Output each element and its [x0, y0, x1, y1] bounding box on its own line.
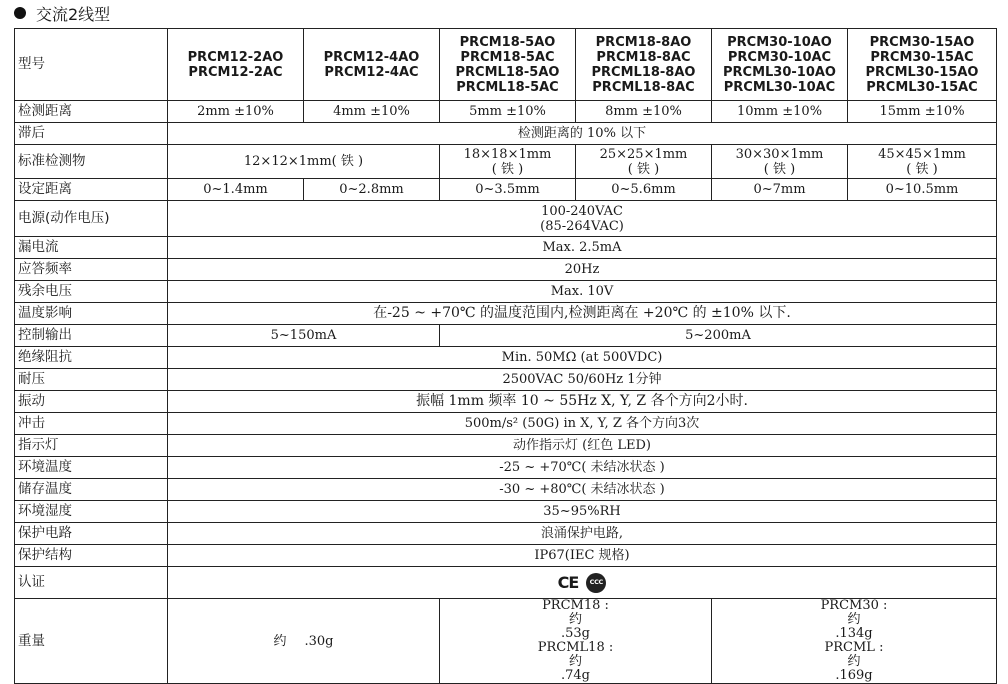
label-temp-effect: 温度影响 [15, 303, 168, 325]
model-cell-5: PRCM30-10AO PRCM30-10AC PRCML30-10AO PRCML30-10AC [712, 29, 848, 101]
ce-mark-icon: CE [557, 573, 579, 592]
label-ambient-temp: 环境温度 [15, 457, 168, 479]
detect-distance-4: 8mm ±10% [576, 101, 712, 123]
label-leakage: 漏电流 [15, 237, 168, 259]
label-insulation: 绝缘阻抗 [15, 347, 168, 369]
storage-temp-value: -30 ~ +80℃( 未结冰状态 ) [168, 479, 997, 501]
protection-circuit-value: 浪涌保护电路, [168, 523, 997, 545]
vibration-value: 振幅 1mm 频率 10 ~ 55Hz X, Y, Z 各个方向2小时. [168, 391, 997, 413]
residual-value: Max. 10V [168, 281, 997, 303]
setting-distance-3: 0~3.5mm [440, 179, 576, 201]
ambient-temp-value: -25 ~ +70℃( 未结冰状态 ) [168, 457, 997, 479]
row-power [15, 201, 997, 237]
row-temp-effect [15, 303, 997, 325]
row-leakage [15, 237, 997, 259]
label-power: 电源(动作电压) [15, 201, 168, 237]
row-vibration [15, 391, 997, 413]
label-protection-structure: 保护结构 [15, 545, 168, 567]
label-residual: 残余电压 [15, 281, 168, 303]
row-standard-object [15, 145, 997, 179]
label-storage-temp: 储存温度 [15, 479, 168, 501]
protection-structure-value: IP67(IEC 规格) [168, 545, 997, 567]
control-output-2: 5~200mA [440, 325, 997, 347]
section-title-text: 交流2线型 [36, 4, 111, 24]
standard-object-shared: 12×12×1mm( 铁 ) [168, 145, 440, 179]
withstand-value: 2500VAC 50/60Hz 1分钟 [168, 369, 997, 391]
model-cell-4: PRCM18-8AO PRCM18-8AC PRCML18-8AO PRCML18-8AC [576, 29, 712, 101]
response-value: 20Hz [168, 259, 997, 281]
row-ambient-temp [15, 457, 997, 479]
label-model: 型号 [15, 29, 168, 101]
label-setting-distance: 设定距离 [15, 179, 168, 201]
setting-distance-2: 0~2.8mm [304, 179, 440, 201]
ccc-mark-icon: CCC [586, 573, 606, 593]
row-residual [15, 281, 997, 303]
section-title [14, 2, 110, 24]
row-certification [15, 567, 997, 599]
row-withstand [15, 369, 997, 391]
row-response [15, 259, 997, 281]
control-output-1: 5~150mA [168, 325, 440, 347]
weight-group-3: PRCM30 : 约 .134g PRCML : 约 .169g [712, 599, 997, 684]
spec-table [14, 28, 997, 684]
model-cell-1: PRCM12-2AO PRCM12-2AC [168, 29, 304, 101]
row-protection-circuit [15, 523, 997, 545]
humidity-value: 35~95%RH [168, 501, 997, 523]
row-indicator [15, 435, 997, 457]
label-hysteresis: 滞后 [15, 123, 168, 145]
row-storage-temp [15, 479, 997, 501]
row-detect-distance [15, 101, 997, 123]
indicator-value: 动作指示灯 (红色 LED) [168, 435, 997, 457]
label-indicator: 指示灯 [15, 435, 168, 457]
leakage-value: Max. 2.5mA [168, 237, 997, 259]
standard-object-6: 45×45×1mm ( 铁 ) [848, 145, 997, 179]
label-humidity: 环境湿度 [15, 501, 168, 523]
label-weight: 重量 [15, 599, 168, 684]
detect-distance-5: 10mm ±10% [712, 101, 848, 123]
label-certification: 认证 [15, 567, 168, 599]
detect-distance-1: 2mm ±10% [168, 101, 304, 123]
row-humidity [15, 501, 997, 523]
row-shock [15, 413, 997, 435]
row-control-output [15, 325, 997, 347]
model-cell-3: PRCM18-5AO PRCM18-5AC PRCML18-5AO PRCML18-5AC [440, 29, 576, 101]
setting-distance-5: 0~7mm [712, 179, 848, 201]
detect-distance-3: 5mm ±10% [440, 101, 576, 123]
model-cell-2: PRCM12-4AO PRCM12-4AC [304, 29, 440, 101]
row-model [15, 29, 997, 101]
standard-object-5: 30×30×1mm ( 铁 ) [712, 145, 848, 179]
weight-group-2: PRCM18 : 约 .53g PRCML18 : 约 .74g [440, 599, 712, 684]
detect-distance-6: 15mm ±10% [848, 101, 997, 123]
standard-object-4: 25×25×1mm ( 铁 ) [576, 145, 712, 179]
label-protection-circuit: 保护电路 [15, 523, 168, 545]
label-response: 应答频率 [15, 259, 168, 281]
insulation-value: Min. 50MΩ (at 500VDC) [168, 347, 997, 369]
label-withstand: 耐压 [15, 369, 168, 391]
label-standard-object: 标准检测物 [15, 145, 168, 179]
shock-value: 500m/s² (50G) in X, Y, Z 各个方向3次 [168, 413, 997, 435]
detect-distance-2: 4mm ±10% [304, 101, 440, 123]
label-detect-distance: 检测距离 [15, 101, 168, 123]
setting-distance-1: 0~1.4mm [168, 179, 304, 201]
bullet-icon [14, 7, 26, 19]
row-insulation [15, 347, 997, 369]
certification-value [168, 567, 997, 599]
hysteresis-value: 检测距离的 10% 以下 [168, 123, 997, 145]
standard-object-3: 18×18×1mm ( 铁 ) [440, 145, 576, 179]
setting-distance-4: 0~5.6mm [576, 179, 712, 201]
label-shock: 冲击 [15, 413, 168, 435]
label-vibration: 振动 [15, 391, 168, 413]
row-setting-distance [15, 179, 997, 201]
setting-distance-6: 0~10.5mm [848, 179, 997, 201]
label-control-output: 控制输出 [15, 325, 168, 347]
weight-group-1: 约 .30g [168, 599, 440, 684]
row-weight [15, 599, 997, 684]
model-cell-6: PRCM30-15AO PRCM30-15AC PRCML30-15AO PRCML30-15AC [848, 29, 997, 101]
row-hysteresis [15, 123, 997, 145]
row-protection-structure [15, 545, 997, 567]
power-value: 100-240VAC (85-264VAC) [168, 201, 997, 237]
temp-effect-value: 在-25 ~ +70℃ 的温度范围内,检测距离在 +20℃ 的 ±10% 以下. [168, 303, 997, 325]
